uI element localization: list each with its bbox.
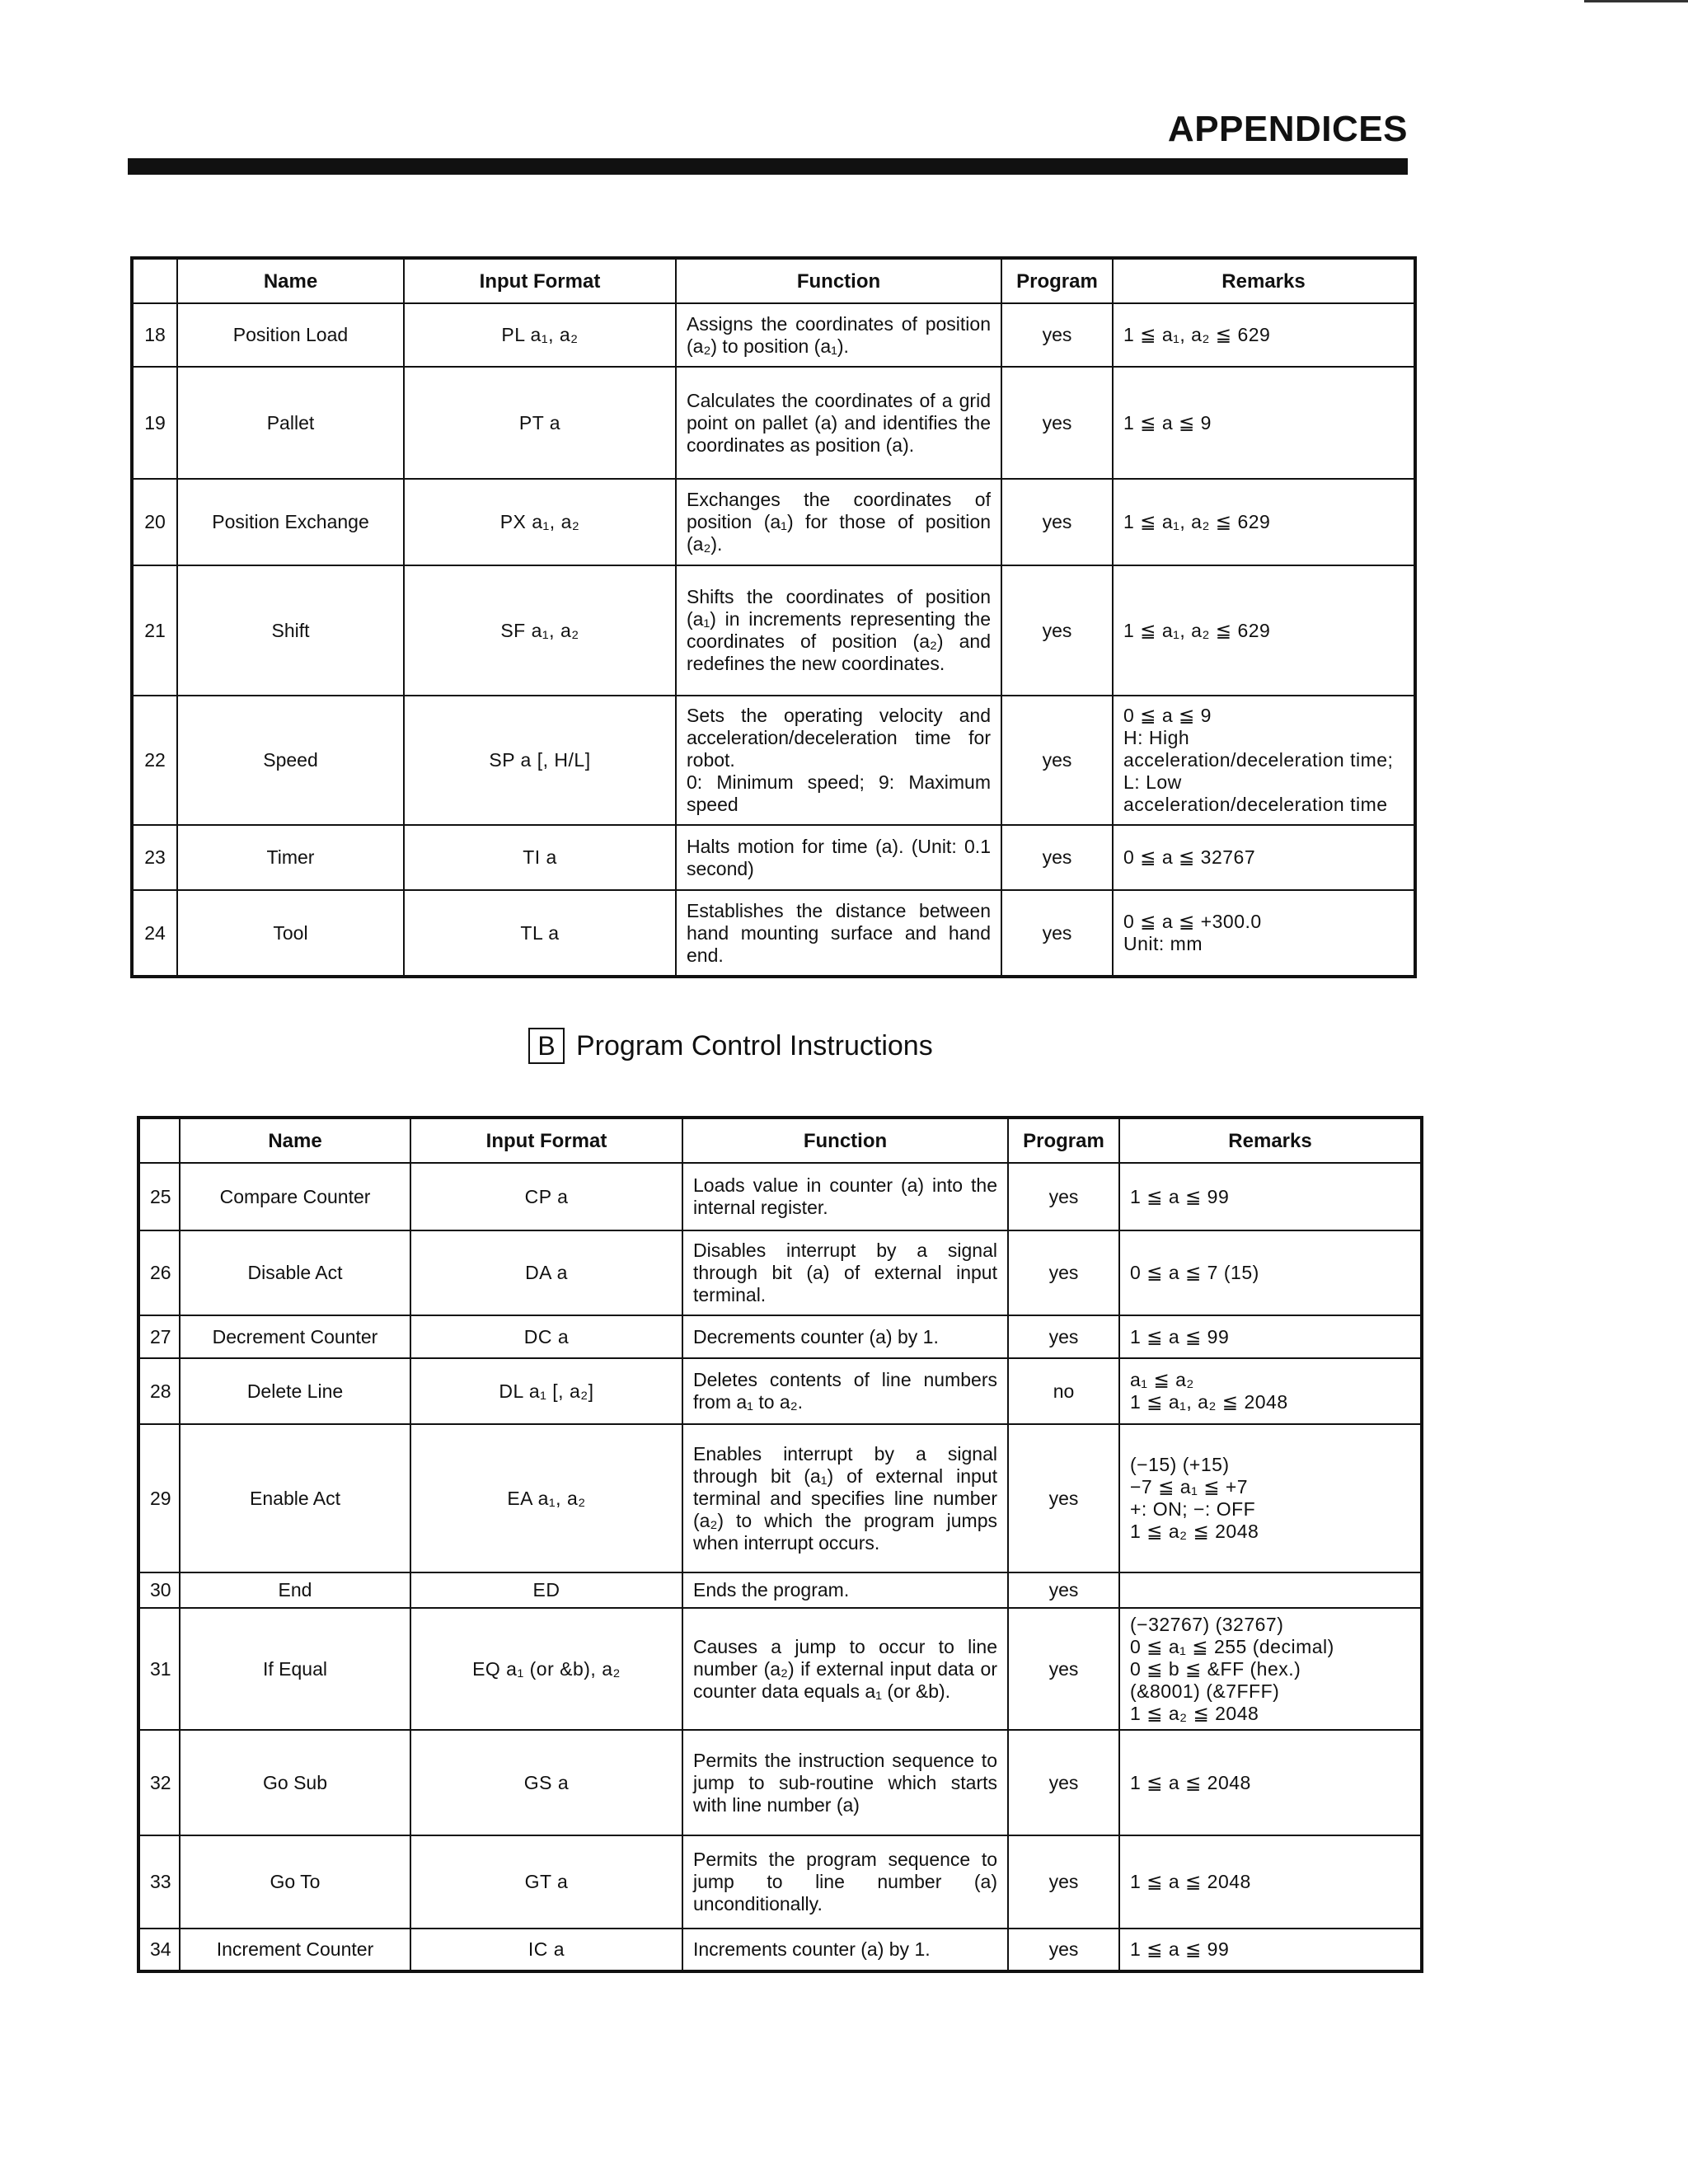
instruction-name: Increment Counter [180,1929,410,1971]
program-flag: yes [1008,1730,1119,1835]
program-flag: yes [1008,1929,1119,1971]
table-row [132,825,1415,890]
input-format: IC a [410,1929,682,1971]
instruction-table-a [130,256,1417,978]
function-description: Halts motion for time (a). (Unit: 0.1 second) [676,825,1001,890]
header-name: Name [177,258,404,303]
program-flag: yes [1001,479,1113,565]
page-header-title: APPENDICES [1167,109,1408,149]
program-flag: yes [1008,1230,1119,1315]
program-flag: yes [1001,303,1113,367]
row-number: 31 [138,1608,180,1730]
remarks: 1 ≦ a ≦ 99 [1119,1929,1422,1971]
instruction-name: Timer [177,825,404,890]
function-description: Disables interrupt by a signal through bit (a) of external input terminal. [682,1230,1008,1315]
table-row [138,1929,1422,1971]
instruction-name: Delete Line [180,1358,410,1424]
input-format: CP a [410,1163,682,1230]
section-heading [528,1028,933,1064]
instruction-name: Shift [177,565,404,696]
remarks: (−15) (+15) −7 ≦ a₁ ≦ +7 +: ON; −: OFF 1 ≦ a₂ ≦ 2048 [1119,1424,1422,1572]
header-program: Program [1008,1118,1119,1163]
row-number: 29 [138,1424,180,1572]
instruction-name: Go Sub [180,1730,410,1835]
header-remarks: Remarks [1119,1118,1422,1163]
remarks: a₁ ≦ a₂ 1 ≦ a₁, a₂ ≦ 2048 [1119,1358,1422,1424]
table-row [132,696,1415,825]
function-description: Decrements counter (a) by 1. [682,1315,1008,1358]
row-number: 26 [138,1230,180,1315]
program-flag: no [1008,1358,1119,1424]
header-function: Function [676,258,1001,303]
remarks: 1 ≦ a ≦ 99 [1119,1163,1422,1230]
row-number: 24 [132,890,177,977]
table-row [138,1730,1422,1835]
instruction-name: Pallet [177,367,404,479]
function-description: Shifts the coordinates of position (a₁) in increments representing the coordinates of position (a₂) and redefines the new coordinates. [676,565,1001,696]
instruction-name: Position Exchange [177,479,404,565]
row-number: 33 [138,1835,180,1929]
table-b-body [138,1163,1422,1971]
header-rule [128,158,1408,175]
instruction-name: Decrement Counter [180,1315,410,1358]
input-format: GT a [410,1835,682,1929]
instruction-name: Tool [177,890,404,977]
header-input-format: Input Format [410,1118,682,1163]
header-name: Name [180,1118,410,1163]
remarks: 1 ≦ a₁, a₂ ≦ 629 [1113,479,1415,565]
function-description: Ends the program. [682,1572,1008,1608]
table-row [132,479,1415,565]
row-number: 28 [138,1358,180,1424]
instruction-name: Enable Act [180,1424,410,1572]
header-program: Program [1001,258,1113,303]
remarks: 1 ≦ a ≦ 2048 [1119,1835,1422,1929]
instruction-name: Disable Act [180,1230,410,1315]
remarks: 0 ≦ a ≦ 32767 [1113,825,1415,890]
remarks: 1 ≦ a₁, a₂ ≦ 629 [1113,303,1415,367]
row-number: 20 [132,479,177,565]
input-format: TI a [404,825,676,890]
row-number: 32 [138,1730,180,1835]
table-row [138,1315,1422,1358]
instruction-name: Speed [177,696,404,825]
input-format: GS a [410,1730,682,1835]
remarks: 0 ≦ a ≦ 9 H: High acceleration/deceleration time; L: Low acceleration/deceleration time [1113,696,1415,825]
program-flag: yes [1008,1608,1119,1730]
input-format: DA a [410,1230,682,1315]
row-number: 27 [138,1315,180,1358]
header-input-format: Input Format [404,258,676,303]
program-flag: yes [1008,1572,1119,1608]
program-flag: yes [1001,367,1113,479]
program-flag: yes [1001,825,1113,890]
instruction-name: Compare Counter [180,1163,410,1230]
program-flag: yes [1001,890,1113,977]
input-format: TL a [404,890,676,977]
instruction-name: Go To [180,1835,410,1929]
table-a-body [132,303,1415,977]
input-format: PT a [404,367,676,479]
remarks: 0 ≦ a ≦ +300.0 Unit: mm [1113,890,1415,977]
row-number: 30 [138,1572,180,1608]
row-number: 34 [138,1929,180,1971]
row-number: 21 [132,565,177,696]
input-format: DC a [410,1315,682,1358]
table-row [132,890,1415,977]
remarks: 1 ≦ a₁, a₂ ≦ 629 [1113,565,1415,696]
function-description: Increments counter (a) by 1. [682,1929,1008,1971]
table-row [138,1358,1422,1424]
input-format: ED [410,1572,682,1608]
input-format: PL a₁, a₂ [404,303,676,367]
header-function: Function [682,1118,1008,1163]
row-number: 22 [132,696,177,825]
function-description: Permits the instruction sequence to jump to sub-routine which starts with line number (a) [682,1730,1008,1835]
program-flag: yes [1001,696,1113,825]
table-header-row [132,258,1415,303]
table-row [138,1230,1422,1315]
remarks: (−32767) (32767) 0 ≦ a₁ ≦ 255 (decimal) 0 ≦ b ≦ &FF (hex.) (&8001) (&7FFF) 1 ≦ a₂ ≦ 2048 [1119,1608,1422,1730]
table-row [138,1608,1422,1730]
table-row [132,303,1415,367]
table-row [132,367,1415,479]
input-format: DL a₁ [, a₂] [410,1358,682,1424]
program-flag: yes [1008,1835,1119,1929]
remarks: 1 ≦ a ≦ 9 [1113,367,1415,479]
function-description: Assigns the coordinates of position (a₂) to position (a₁). [676,303,1001,367]
remarks [1119,1572,1422,1608]
row-number: 18 [132,303,177,367]
program-flag: yes [1008,1424,1119,1572]
input-format: SF a₁, a₂ [404,565,676,696]
input-format: EA a₁, a₂ [410,1424,682,1572]
table-header-row [138,1118,1422,1163]
instruction-name: End [180,1572,410,1608]
instruction-table-b [137,1116,1423,1973]
function-description: Sets the operating velocity and acceleration/deceleration time for robot. 0: Minimum speed; 9: Maximum speed [676,696,1001,825]
instruction-name: Position Load [177,303,404,367]
header-number [132,258,177,303]
program-flag: yes [1001,565,1113,696]
function-description: Establishes the distance between hand mounting surface and hand end. [676,890,1001,977]
table-row [138,1424,1422,1572]
function-description: Causes a jump to occur to line number (a₂) if external input data or counter data equals a₁ (or &b). [682,1608,1008,1730]
row-number: 19 [132,367,177,479]
function-description: Enables interrupt by a signal through bit (a₁) of external input terminal and specifies line number (a₂) to which the program jumps when interrupt occurs. [682,1424,1008,1572]
table-row [138,1572,1422,1608]
remarks: 0 ≦ a ≦ 7 (15) [1119,1230,1422,1315]
row-number: 25 [138,1163,180,1230]
input-format: SP a [, H/L] [404,696,676,825]
function-description: Permits the program sequence to jump to line number (a) unconditionally. [682,1835,1008,1929]
header-remarks: Remarks [1113,258,1415,303]
input-format: PX a₁, a₂ [404,479,676,565]
function-description: Exchanges the coordinates of position (a₁) for those of position (a₂). [676,479,1001,565]
program-flag: yes [1008,1163,1119,1230]
remarks: 1 ≦ a ≦ 99 [1119,1315,1422,1358]
function-description: Loads value in counter (a) into the internal register. [682,1163,1008,1230]
table-row [138,1835,1422,1929]
section-letter-box: B [528,1028,565,1064]
header-number [138,1118,180,1163]
function-description: Deletes contents of line numbers from a₁ to a₂. [682,1358,1008,1424]
row-number: 23 [132,825,177,890]
section-title-text: Program Control Instructions [576,1029,933,1062]
table-row [132,565,1415,696]
table-row [138,1163,1422,1230]
remarks: 1 ≦ a ≦ 2048 [1119,1730,1422,1835]
top-edge-line [1584,0,1688,2]
input-format: EQ a₁ (or &b), a₂ [410,1608,682,1730]
function-description: Calculates the coordinates of a grid point on pallet (a) and identifies the coordinates as position (a). [676,367,1001,479]
program-flag: yes [1008,1315,1119,1358]
instruction-name: If Equal [180,1608,410,1730]
